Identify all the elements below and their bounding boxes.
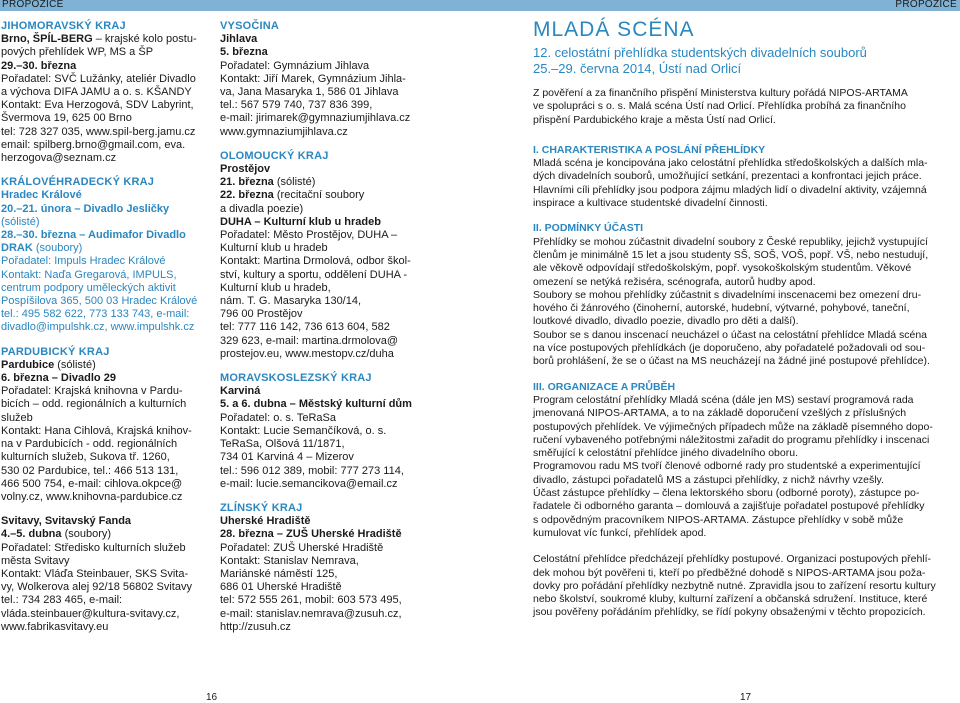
text-line: tel: 728 327 035, www.spil-berg.jamu.cz xyxy=(1,125,196,138)
text-line: volny.cz, www.knihovna-pardubice.cz xyxy=(1,490,183,503)
text-line: tel: 572 555 261, mobil: 603 573 495, xyxy=(220,594,402,607)
venue: Brno, ŠPÍL-BERG xyxy=(1,33,93,46)
text-line: e-mail: jirimarek@gymnaziumjihlava.cz xyxy=(220,112,411,125)
section-3-text xyxy=(533,394,945,620)
header-label-right: PROPOZICE xyxy=(895,0,957,10)
text-line: pových přehlídek WP, MS a ŠP xyxy=(1,46,154,59)
region-pardubicky xyxy=(1,346,206,504)
text-line: města Svitavy xyxy=(1,554,70,567)
text-line: Kontakt: Lucie Semančíková, o. s. xyxy=(220,424,387,437)
text-line: Pořadatel: Středisko kulturních služeb xyxy=(1,541,186,554)
text-line: tel.: 567 579 740, 737 836 399, xyxy=(220,99,373,112)
text-line: Program celostátní přehlídky Mladá scéna (dále jen MS) sestaví programová rada xyxy=(533,393,914,406)
column-2 xyxy=(220,20,424,645)
text-line: tel.: 495 582 622, 773 133 743, e-mail: xyxy=(1,308,190,321)
region-vysocina xyxy=(220,20,424,139)
text-line: hového či žánrového (činoherní, autorské, hudební, výtvarné, pohybové, taneční, xyxy=(533,302,910,315)
region-title: JIHOMORAVSKÝ KRAJ xyxy=(1,20,126,32)
text-line: postupových přehlídek. Ve výjimečných případech může na základě písemného dopo- xyxy=(533,420,933,433)
text-line: Kontakt: Jiří Marek, Gymnázium Jihla- xyxy=(220,72,406,85)
region-kralovehradecky xyxy=(1,176,206,334)
date-venue: 28.–30. března – Audimafor Divadlo xyxy=(1,229,186,242)
region-title: OLOMOUCKÝ KRAJ xyxy=(220,149,329,162)
text-line: dek mohou být pověřeni ti, kteří po předběžné dohodě s NIPOS-ARTAMA jsou poža- xyxy=(533,566,926,579)
text-line: ručení vybaveného potřebnými náležitostmi zařadit do programu přehlídky i inscenaci xyxy=(533,433,930,446)
text-line: a výchova DIFA JAMU a o. s. KŠANDY xyxy=(1,86,192,99)
text-line: e-mail: lucie.semancikova@email.cz xyxy=(220,477,398,490)
text-line: Pořadatel: SVČ Lužánky, ateliér Divadlo xyxy=(1,72,196,85)
text-line: loutkové divadlo, divadlo poezie, divadlo pro děti a další). xyxy=(533,315,799,328)
category: (soubory) xyxy=(32,242,83,255)
section-heading-1: I. CHARAKTERISTIKA A POSLÁNÍ PŘEHLÍDKY xyxy=(533,143,766,156)
text-line: jsou pověřeny pořádáním přehlídky, se řídí pokyny obsaženými v těchto propozicích. xyxy=(533,606,926,619)
city: Karviná xyxy=(220,385,261,398)
text-line: řadatele či odborného garanta – domlouvá a zajišťuje pořadatel postupové přehlídky xyxy=(533,500,925,513)
text-line: Přehlídky se mohou zúčastnit divadelní soubory z České republiky, jejichž vystupující xyxy=(533,235,928,248)
text-line: Kontakt: Eva Herzogová, SDV Labyrint, xyxy=(1,99,194,112)
page-number-left: 16 xyxy=(206,692,218,703)
text-line: Pořadatel: Krajská knihovna v Pardu- xyxy=(1,385,183,398)
region-svitavy xyxy=(1,515,206,634)
text-line: směřující k celostátní přehlídce jiného divadelního oboru. xyxy=(533,447,798,460)
city: Prostějov xyxy=(220,163,271,176)
category: (sólisté) xyxy=(273,176,316,189)
text-line: 796 00 Prostějov xyxy=(220,308,303,321)
text-line: Soubor se s danou inscenací neucházel o účast na celostátní přehlídce Mladá scéna xyxy=(533,328,928,341)
section-2-text xyxy=(533,236,945,369)
text-line: Kontakt: Hana Cihlová, Krajská knihov- xyxy=(1,424,192,437)
left-page xyxy=(0,0,480,702)
text-line: na v Pardubicích - odd. regionálních xyxy=(1,438,178,451)
text-line: Celostátní přehlídce předcházejí přehlídky postupové. Organizaci postupových přehlí- xyxy=(533,553,932,566)
text-line: 734 01 Karviná 4 – Mizerov xyxy=(220,451,354,464)
date-venue: 6. března – Divadlo 29 xyxy=(1,372,116,385)
date: 5. března xyxy=(220,46,268,59)
column-1 xyxy=(1,20,206,645)
text-line: jmenovaná NIPOS-ARTAMA, a to na základě doporučení vzešlých z příslušných xyxy=(533,407,907,420)
text-line: centrum podpory uměleckých aktivit xyxy=(1,281,176,294)
region-zlinsky xyxy=(220,502,424,634)
text-line: tel.: 596 012 389, mobil: 777 273 114, xyxy=(220,464,404,477)
city: Hradec Králové xyxy=(1,189,82,202)
text-line: dých divadelních souborů, umožňující setkání, prezentaci a konfrontaci jejich práce. xyxy=(533,170,922,183)
text-line: a divadla poezie) xyxy=(220,202,304,215)
text-line: kulturních služeb, Sukova tř. 1260, xyxy=(1,451,170,464)
region-moravskoslezsky xyxy=(220,372,424,491)
text-line: www.gymnaziumjihlava.cz xyxy=(220,125,348,138)
text-line: členům je minimálně 15 let a jsou studenty SŠ, SOŠ, VOŠ, popř. VŠ, nebo nestudují, xyxy=(533,248,929,261)
text-line: Mariánské náměstí 125, xyxy=(220,567,338,580)
header-bar-right xyxy=(480,0,960,11)
city: Pardubice xyxy=(1,358,55,371)
text-line xyxy=(533,540,945,553)
text-line: služeb xyxy=(1,411,33,424)
venue: DUHA – Kulturní klub u hradeb xyxy=(220,215,381,228)
text-line: Kontakt: Naďa Gregarová, IMPULS, xyxy=(1,268,177,281)
text-line: Kontakt: Vláďa Steinbauer, SKS Svita- xyxy=(1,567,189,580)
region-olomoucky xyxy=(220,150,424,361)
city: Uherské Hradiště xyxy=(220,515,311,528)
text-line: přispění Pardubického kraje a města Ústí nad Orlicí. xyxy=(533,113,776,126)
text-line: divadlo@impulshk.cz, www.impulshk.cz xyxy=(1,321,195,334)
text-line: e-mail: stanislav.nemrava@zusuh.cz, xyxy=(220,607,402,620)
text-line: 466 500 754, e-mail: cihlova.okpce@ xyxy=(1,477,183,490)
text-line: Účast zástupce přehlídky – člena lektorského sboru (odborné poroty), zástupce po- xyxy=(533,487,920,500)
region-title: PARDUBICKÝ KRAJ xyxy=(1,345,110,358)
text-line: 686 01 Uherské Hradiště xyxy=(220,581,342,594)
text-line: Kulturní klub u hradeb xyxy=(220,242,328,255)
text-line: Kontakt: Stanislav Nemrava, xyxy=(220,554,359,567)
text-line: Pořadatel: Gymnázium Jihlava xyxy=(220,59,370,72)
page-title: MLADÁ SCÉNA xyxy=(533,18,695,41)
text-line: 329 623, e-mail: martina.drmolova@ xyxy=(220,334,399,347)
subtitle-line-2: 25.–29. června 2014, Ústí nad Orlicí xyxy=(533,61,742,76)
date-venue: 5. a 6. dubna – Městský kulturní dům xyxy=(220,398,412,411)
region-jihomoravsky xyxy=(1,20,206,165)
text-line: Soubory se mohou přehlídky zúčastnit s divadelními inscenacemi bez omezení dru- xyxy=(533,288,922,301)
city: Jihlava xyxy=(220,33,258,46)
text-line: herzogova@seznam.cz xyxy=(1,152,117,165)
text-line: Kontakt: Martina Drmolová, odbor škol- xyxy=(220,255,411,268)
region-title: VYSOČINA xyxy=(220,20,280,32)
text-line: tel.: 734 283 465, e-mail: xyxy=(1,594,123,607)
text-line: inspirace a kultivace studentské divadelní činnosti. xyxy=(533,197,768,210)
venue-desc: – krajské kolo postu- xyxy=(92,33,197,46)
text-line: nám. T. G. Masaryka 130/14, xyxy=(220,295,362,308)
date: 22. března xyxy=(220,189,274,202)
category: (soubory) xyxy=(61,528,112,541)
text-line: Hlavními cíli přehlídky jsou podpora zájmu mladých lidí o divadelní aktivity, vzájemná xyxy=(533,183,927,196)
text-line: tel: 777 116 142, 736 613 604, 582 xyxy=(220,321,390,334)
text-line: va, Jana Masaryka 1, 586 01 Jihlava xyxy=(220,86,399,99)
region-title: MORAVSKOSLEZSKÝ KRAJ xyxy=(220,372,372,385)
region-title: ZLÍNSKÝ KRAJ xyxy=(220,501,303,514)
text-line: 530 02 Pardubice, tel.: 466 513 131, xyxy=(1,464,179,477)
text-line: www.fabrikasvitavy.eu xyxy=(1,620,109,633)
date: 4.–5. dubna xyxy=(1,528,62,541)
text-line: Pospíšilova 365, 500 03 Hradec Králové xyxy=(1,295,198,308)
date-venue: 28. března – ZUŠ Uherské Hradiště xyxy=(220,528,402,541)
text-line: ve spolupráci s o. s. Malá scéna Ústí nad Orlicí. Přehlídka probíhá za finančního xyxy=(533,100,906,113)
text-line: nebo školství, soukromé kluby, kulturní zařízení a občanská sdružení. Instituce, které xyxy=(533,593,928,606)
section-heading-2: II. PODMÍNKY ÚČASTI xyxy=(533,222,644,235)
text-line: Pořadatel: o. s. TeRaSa xyxy=(220,411,336,424)
section-heading-3: III. ORGANIZACE A PRŮBĚH xyxy=(533,380,676,393)
text-line: ství, kultury a sportu, oddělení DUHA - xyxy=(220,268,408,281)
date: 29.–30. března xyxy=(1,59,77,72)
header-bar-left xyxy=(0,0,480,11)
text-line: Z pověření a za finančního přispění Ministerstva kultury pořádá NIPOS-ARTAMA xyxy=(533,87,908,99)
text-line: divadlo, zástupci pořadatelů MS a zástupci přehlídky, z nichž návrhy vzešly. xyxy=(533,473,884,486)
text-line: email: spilberg.brno@gmail.com, eva. xyxy=(1,138,186,151)
city-venue: Svitavy, Svitavský Fanda xyxy=(1,515,132,528)
text-line: s odpovědným pracovníkem NIPOS-ARTAMA. Zástupce přehlídky v sobě může xyxy=(533,513,904,526)
text-line: na více postupových přehlídkách (je doporučeno, aby pořadatelé požadovali od sou- xyxy=(533,342,926,355)
venue: DRAK xyxy=(1,242,33,255)
header-label-left: PROPOZICE xyxy=(2,0,64,10)
text-line: kumulovat víc funkcí, přehlídek apod. xyxy=(533,526,707,539)
text-line: Pořadatel: ZUŠ Uherské Hradiště xyxy=(220,541,384,554)
section-1-text xyxy=(533,157,945,210)
category: (recitační soubory xyxy=(273,189,365,202)
text-line: Pořadatel: Město Prostějov, DUHA – xyxy=(220,229,398,242)
text-line: dovky pro pořádání přehlídky nezbytně nutné. Zpravidla jsou to zařízení resortu kultury xyxy=(533,579,936,592)
text-line: ale věkově odpovídají středoškolským, popř. vysokoškolským studentům. Věkové xyxy=(533,262,912,275)
text-line: vláda.steinbauer@kultura-svitavy.cz, xyxy=(1,607,180,620)
date: 21. března xyxy=(220,176,274,189)
intro-paragraph xyxy=(533,87,945,127)
text-line: bicích – odd. regionálních a kulturních xyxy=(1,398,187,411)
text-line: omezení se netýká režiséra, scénografa, autorů hudby apod. xyxy=(533,275,816,288)
text-line: http://zusuh.cz xyxy=(220,620,291,633)
text-line: Kulturní klub u hradeb, xyxy=(220,281,331,294)
category: (sólisté) xyxy=(54,358,96,371)
text-line: borů prohlášení, že se o účast na MS neucházejí na žádné jiné postupové přehlídce). xyxy=(533,355,930,368)
category: (sólisté) xyxy=(1,215,40,228)
date-venue: 20.–21. února – Divadlo Jesličky xyxy=(1,202,170,215)
text-line: vy, Wolkerova alej 92/18 56802 Svitavy xyxy=(1,581,192,594)
text-line: Pořadatel: Impuls Hradec Králové xyxy=(1,255,166,268)
column-3 xyxy=(533,19,945,620)
subtitle-line-1: 12. celostátní přehlídka studentských divadelních souborů xyxy=(533,45,867,60)
text-line: Švermova 19, 625 00 Brno xyxy=(1,112,132,125)
text-line: Mladá scéna je koncipována jako celostátní přehlídka středoškolských a dalších mla- xyxy=(533,157,928,170)
text-line: TeRaSa, Olšová 11/1871, xyxy=(220,438,345,451)
text-line: Programovou radu MS tvoří členové odborné rady pro studentské a experimentující xyxy=(533,460,921,473)
region-title: KRÁLOVÉHRADECKÝ KRAJ xyxy=(1,176,155,189)
text-line: prostejov.eu, www.mestopv.cz/duha xyxy=(220,347,394,360)
page-number-right: 17 xyxy=(740,692,752,703)
